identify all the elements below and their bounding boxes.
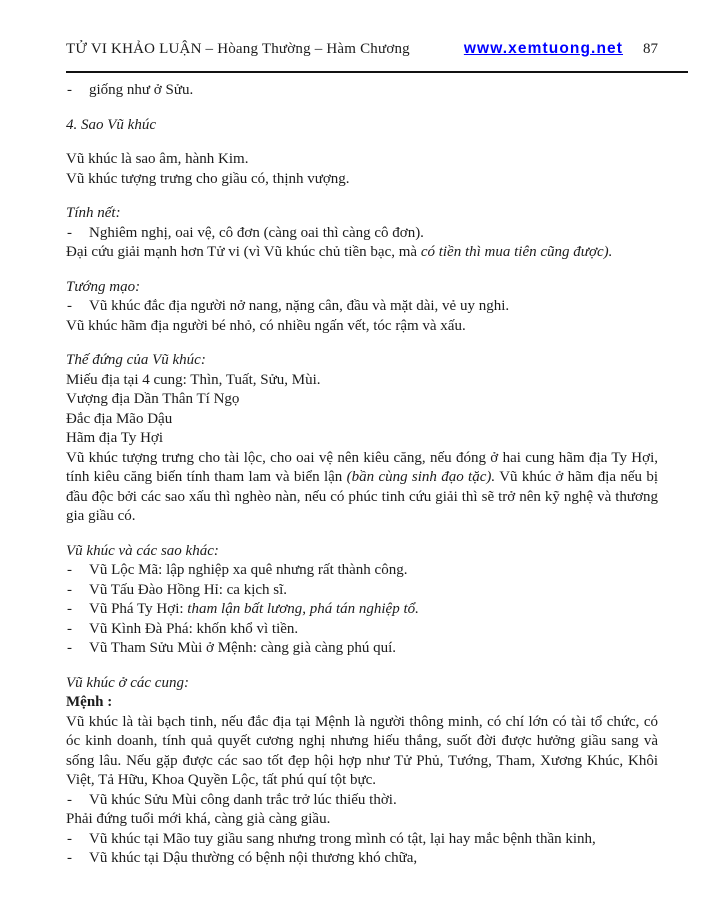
text-run: Vũ Phá Ty Hợi:	[89, 601, 188, 617]
dash-marker: -	[67, 581, 72, 598]
dash-marker: -	[67, 562, 72, 578]
list-item-text: Vũ Tham Sửu Mùi ở Mệnh: càng già càng phú quí.	[89, 640, 396, 656]
section-heading: Vũ khúc ở các cung:	[66, 674, 189, 691]
list-item	[66, 849, 658, 869]
text-run: Đại cứu giải mạnh hơn Tử vi (vì Vũ khúc chủ tiền bạc, mà	[66, 244, 421, 260]
list-item	[66, 600, 658, 620]
dash-marker: -	[67, 601, 72, 617]
list-item-text: Nghiêm nghị, oai vệ, cô đơn (càng oai thì càng cô đơn).	[89, 224, 424, 241]
dash-marker: -	[67, 298, 72, 314]
page-header	[66, 40, 658, 58]
list-item	[66, 581, 658, 601]
list-item-text: Vũ Tấu Đào Hồng Hỉ: ca kịch sĩ.	[89, 581, 288, 598]
page-content	[66, 81, 658, 869]
text-line: Hãm địa Ty Hợi	[66, 430, 164, 446]
website-link[interactable]: www.xemtuong.net	[463, 40, 623, 57]
list-item-text: Vũ Kình Đà Phá: khốn khổ vì tiền.	[89, 620, 299, 637]
text-run: Vũ khúc ở hãm địa nếu bị đầu độc bởi các sao xấu thì nghèo nàn, nếu có phúc tinh cứu giải thì sẽ trở nên kỹ nghệ và thương gia giầu có.	[66, 469, 658, 524]
list-item	[66, 791, 658, 811]
header-title: TỬ VI KHẢO LUẬN – Hòang Thường – Hàm Chương	[66, 41, 410, 57]
paragraph	[66, 449, 658, 527]
text-line: Vũ khúc tượng trưng cho giầu có, thịnh vượng.	[66, 170, 350, 187]
section-heading: Tính nết:	[66, 205, 121, 221]
paragraph	[66, 713, 658, 791]
list-item-text: Vũ khúc Sửu Mùi công danh trắc trở lúc thiếu thời.	[89, 791, 397, 808]
list-item-text: Vũ Lộc Mã: lập nghiệp xa quê nhưng rất thành công.	[89, 562, 408, 578]
list-item-text: Vũ khúc tại Mão tuy giầu sang nhưng trong mình có tật, lại hay mắc bệnh thần kinh,	[89, 830, 596, 847]
dash-marker: -	[67, 830, 72, 847]
text-line: Vũ khúc hãm địa người bé nhỏ, có nhiều ngấn vết, tóc rậm và xấu.	[66, 317, 466, 334]
page-number: 87	[643, 41, 658, 57]
dash-marker: -	[67, 640, 72, 656]
list-item	[66, 561, 658, 581]
header-right-group	[464, 40, 658, 58]
section-heading: Tướng mạo:	[66, 278, 141, 295]
list-item	[66, 224, 658, 244]
text-line	[66, 243, 658, 263]
dash-marker: -	[67, 224, 72, 241]
dash-marker: -	[67, 791, 72, 808]
italic-run: tham lận bất lương, phá tán nghiệp tổ.	[187, 601, 419, 617]
section-heading: Vũ khúc và các sao khác:	[66, 542, 219, 559]
list-item	[66, 620, 658, 640]
dash-marker: -	[67, 620, 72, 637]
list-item	[66, 830, 658, 850]
text-line: Vượng địa Dần Thân Tí Ngọ	[66, 391, 240, 407]
list-item-text: giống như ở Sửu.	[89, 82, 194, 98]
section-heading: 4. Sao Vũ khúc	[66, 116, 156, 133]
subsection-heading: Mệnh :	[66, 694, 113, 710]
dash-marker: -	[67, 850, 72, 866]
list-item	[66, 297, 658, 317]
list-item	[66, 81, 658, 101]
text-line: Đắc địa Mão Dậu	[66, 410, 173, 427]
text-line: Vũ khúc là sao âm, hành Kim.	[66, 151, 249, 167]
header-rule	[66, 71, 688, 73]
text-line: Miếu địa tại 4 cung: Thìn, Tuất, Sửu, Mùi.	[66, 371, 321, 388]
list-item-text	[89, 600, 658, 620]
italic-run: có tiền thì mua tiên cũng được).	[420, 244, 613, 260]
list-item-text: Vũ khúc đắc địa người nở nang, nặng cân, đầu và mặt dài, vẻ uy nghi.	[89, 298, 510, 314]
section-heading: Thế đứng của Vũ khúc:	[66, 352, 206, 368]
list-item	[66, 639, 658, 659]
italic-run: (bần cùng sinh đạo tặc).	[346, 469, 496, 485]
text-run: Vũ khúc là tài bạch tinh, nếu đắc địa tại Mệnh là người thông minh, có chí lớn có tài tổ chức, có óc kinh doanh, tính quả quyết cương nghị nhưng hiếu thắng, suốt đời được hưởng giầu sang và sống lâu. Nếu gặp được các sao tốt đẹp hội hợp như Tử Phủ, Tướng, Tham, Xương Khúc, Khôi Việt, Tả Hữu, Khoa Quyền Lộc, tất phú quí tột bực.	[66, 713, 658, 788]
list-item-text: Vũ khúc tại Dậu thường có bệnh nội thương khó chữa,	[89, 850, 418, 866]
text-line: Phải đứng tuổi mới khá, càng già càng giầu.	[66, 811, 331, 827]
dash-marker: -	[67, 82, 72, 98]
text-run: Vũ khúc tượng trưng cho tài lộc, cho oai vệ nên kiêu căng, nếu đóng ở hai cung hãm địa Ty Hợi, tính kiêu căng biến tính tham lam và biển lận	[66, 449, 658, 485]
